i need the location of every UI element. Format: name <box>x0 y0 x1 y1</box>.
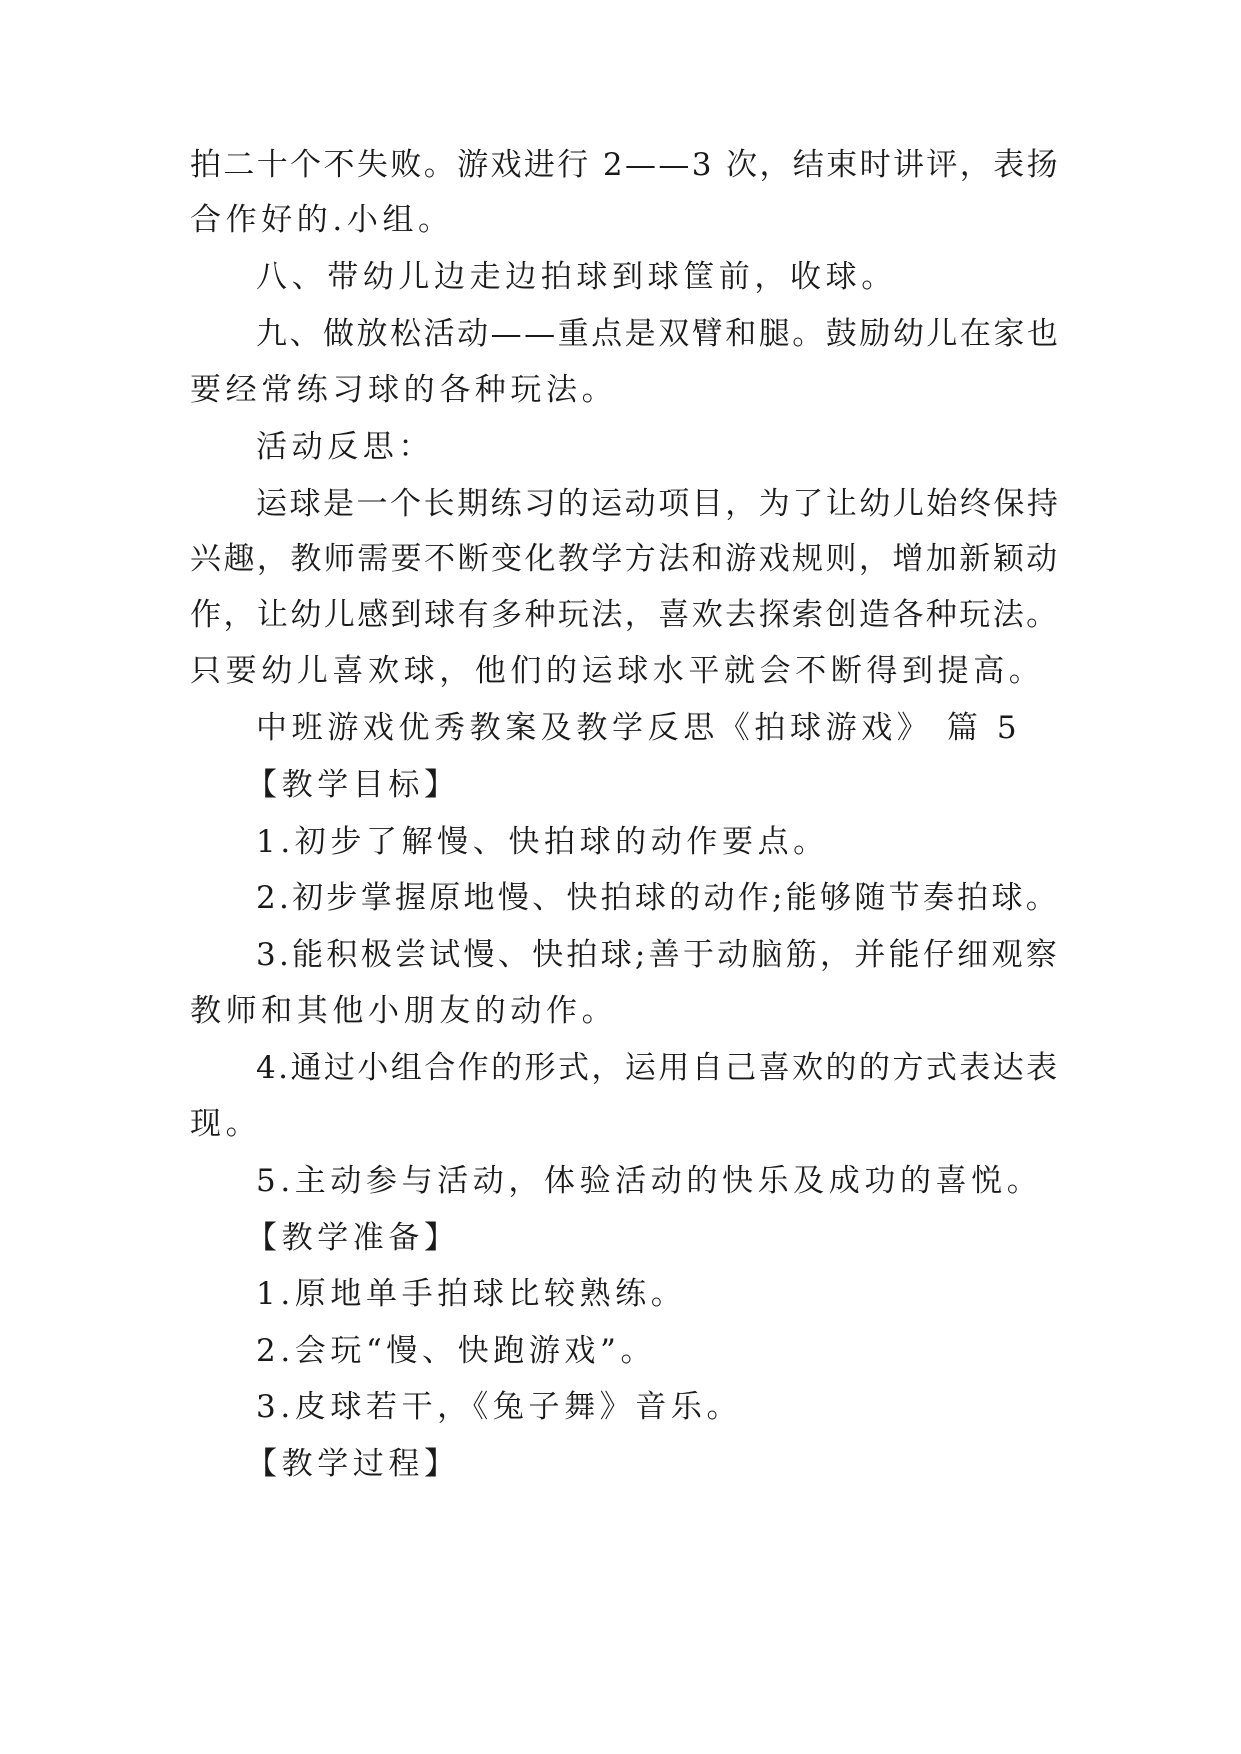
paragraph-line: 八、带幼儿边走边拍球到球筐前，收球。 <box>256 259 897 295</box>
list-item: 1.原地单手拍球比较熟练。 <box>256 1276 687 1312</box>
paragraph-line: 教师和其他小朋友的动作。 <box>190 993 618 1029</box>
section-heading: 【教学目标】 <box>246 767 460 803</box>
article-title: 中班游戏优秀教案及教学反思《拍球游戏》 篇 5 <box>256 710 1022 746</box>
list-item: 3.能积极尝试慢、快拍球;善于动脑筋，并能仔细观察 <box>256 937 1061 973</box>
paragraph-line: 运球是一个长期练习的运动项目，为了让幼儿始终保持 <box>256 486 1061 522</box>
paragraph-line: 要经常练习球的各种玩法。 <box>190 372 618 408</box>
list-item: 5.主动参与活动，体验活动的快乐及成功的喜悦。 <box>256 1163 1043 1199</box>
paragraph-line: 九、做放松活动——重点是双臂和腿。鼓励幼儿在家也 <box>256 316 1061 352</box>
paragraph-line: 只要幼儿喜欢球，他们的运球水平就会不断得到提高。 <box>190 653 1045 689</box>
paragraph-line: 作，让幼儿感到球有多种玩法，喜欢去探索创造各种玩法。 <box>190 597 1060 633</box>
paragraph-line: 合作好的.小组。 <box>190 202 454 238</box>
list-item: 2.初步掌握原地慢、快拍球的动作;能够随节奏拍球。 <box>256 880 1061 916</box>
section-heading: 【教学准备】 <box>246 1220 460 1256</box>
section-heading: 【教学过程】 <box>246 1446 460 1482</box>
list-item: 3.皮球若干，《兔子舞》音乐。 <box>256 1389 743 1425</box>
paragraph-line: 兴趣，教师需要不断变化教学方法和游戏规则，增加新颖动 <box>190 541 1060 577</box>
list-item: 2.会玩“慢、快跑游戏”。 <box>256 1333 657 1369</box>
section-heading: 活动反思： <box>256 429 434 465</box>
paragraph-line: 现。 <box>190 1106 262 1142</box>
list-item: 4.通过小组合作的形式，运用自己喜欢的的方式表达表 <box>256 1050 1060 1086</box>
list-item: 1.初步了解慢、快拍球的动作要点。 <box>256 824 829 860</box>
paragraph-line: 拍二十个不失败。游戏进行 2——3 次，结束时讲评，表扬 <box>190 147 1060 183</box>
